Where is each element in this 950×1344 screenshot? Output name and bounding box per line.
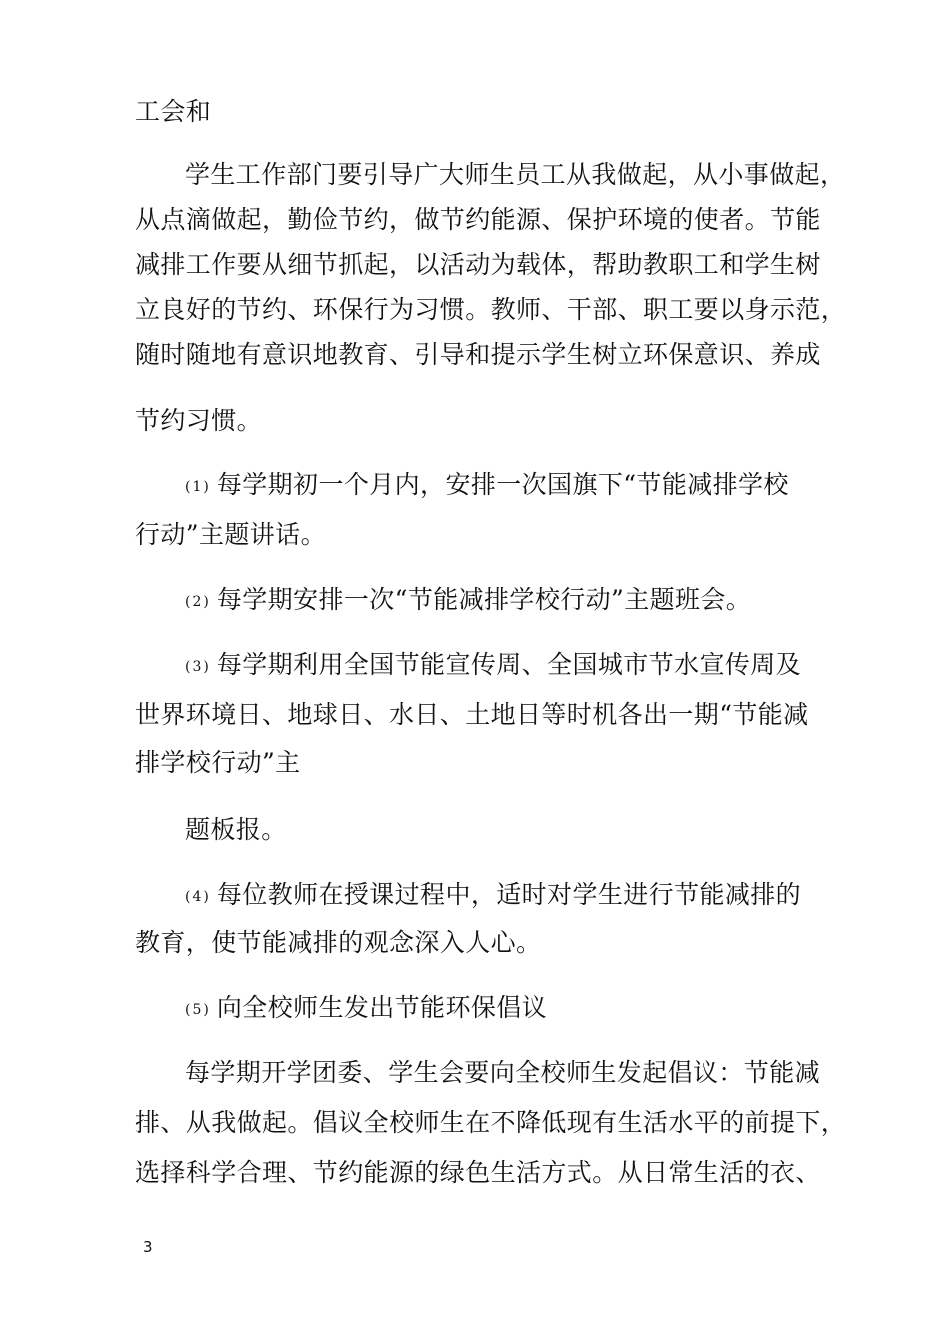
- list-item-text: 每位教师在授课过程中，适时对学生进行节能减排的: [216, 880, 802, 909]
- paragraph-2-line: 随时随地有意识地教育、引导和提示学生树立环保意识、养成: [135, 340, 821, 369]
- paragraph-2-line: 立良好的节约、环保行为习惯。教师、干部、职工要以身示范，: [135, 295, 847, 324]
- page-number: 3: [143, 1238, 153, 1256]
- paragraph-3-line: 选择科学合理、节约能源的绿色生活方式。从日常生活的衣、: [135, 1158, 821, 1187]
- list-item-3-continuation: 题板报。: [185, 815, 287, 844]
- list-item-5: [185, 993, 547, 1025]
- list-item-1-line: 行动”主题讲话。: [135, 520, 326, 549]
- list-item-text: 每学期安排一次“节能减排学校行动”主题班会。: [216, 585, 752, 614]
- list-item-3-line: 排学校行动”主: [135, 748, 301, 777]
- paragraph-3-line: 排、从我做起。倡议全校师生在不降低现有生活水平的前提下，: [135, 1108, 847, 1137]
- list-item-2: [185, 585, 751, 617]
- list-item-3-line: 世界环境日、地球日、水日、土地日等时机各出一期“节能减: [135, 700, 809, 729]
- list-item-text: 每学期利用全国节能宣传周、全国城市节水宣传周及: [216, 650, 802, 679]
- list-item-4: [185, 880, 801, 912]
- paragraph-3-line: 每学期开学团委、学生会要向全校师生发起倡议：节能减: [185, 1058, 821, 1087]
- list-item-number: (2): [185, 594, 211, 610]
- list-item-3: [185, 650, 801, 682]
- list-item-text: 每学期初一个月内，安排一次国旗下“节能减排学校: [216, 470, 789, 499]
- list-item-number: (4): [185, 889, 211, 905]
- paragraph-2-line: 从点滴做起，勤俭节约，做节约能源、保护环境的使者。节能: [135, 205, 821, 234]
- list-item-number: (3): [185, 659, 211, 675]
- paragraph-1-line: 工会和: [135, 97, 212, 126]
- list-item-number: (1): [185, 479, 211, 495]
- list-item-1: [185, 470, 789, 502]
- list-item-text: 向全校师生发出节能环保倡议: [216, 993, 548, 1022]
- list-item-4-line: 教育，使节能减排的观念深入人心。: [135, 928, 542, 957]
- paragraph-2-line: 节约习惯。: [135, 406, 263, 435]
- paragraph-2-line: 学生工作部门要引导广大师生员工从我做起，从小事做起，: [185, 160, 846, 189]
- list-item-number: (5): [185, 1002, 211, 1018]
- paragraph-2-line: 减排工作要从细节抓起，以活动为载体，帮助教职工和学生树: [135, 250, 821, 279]
